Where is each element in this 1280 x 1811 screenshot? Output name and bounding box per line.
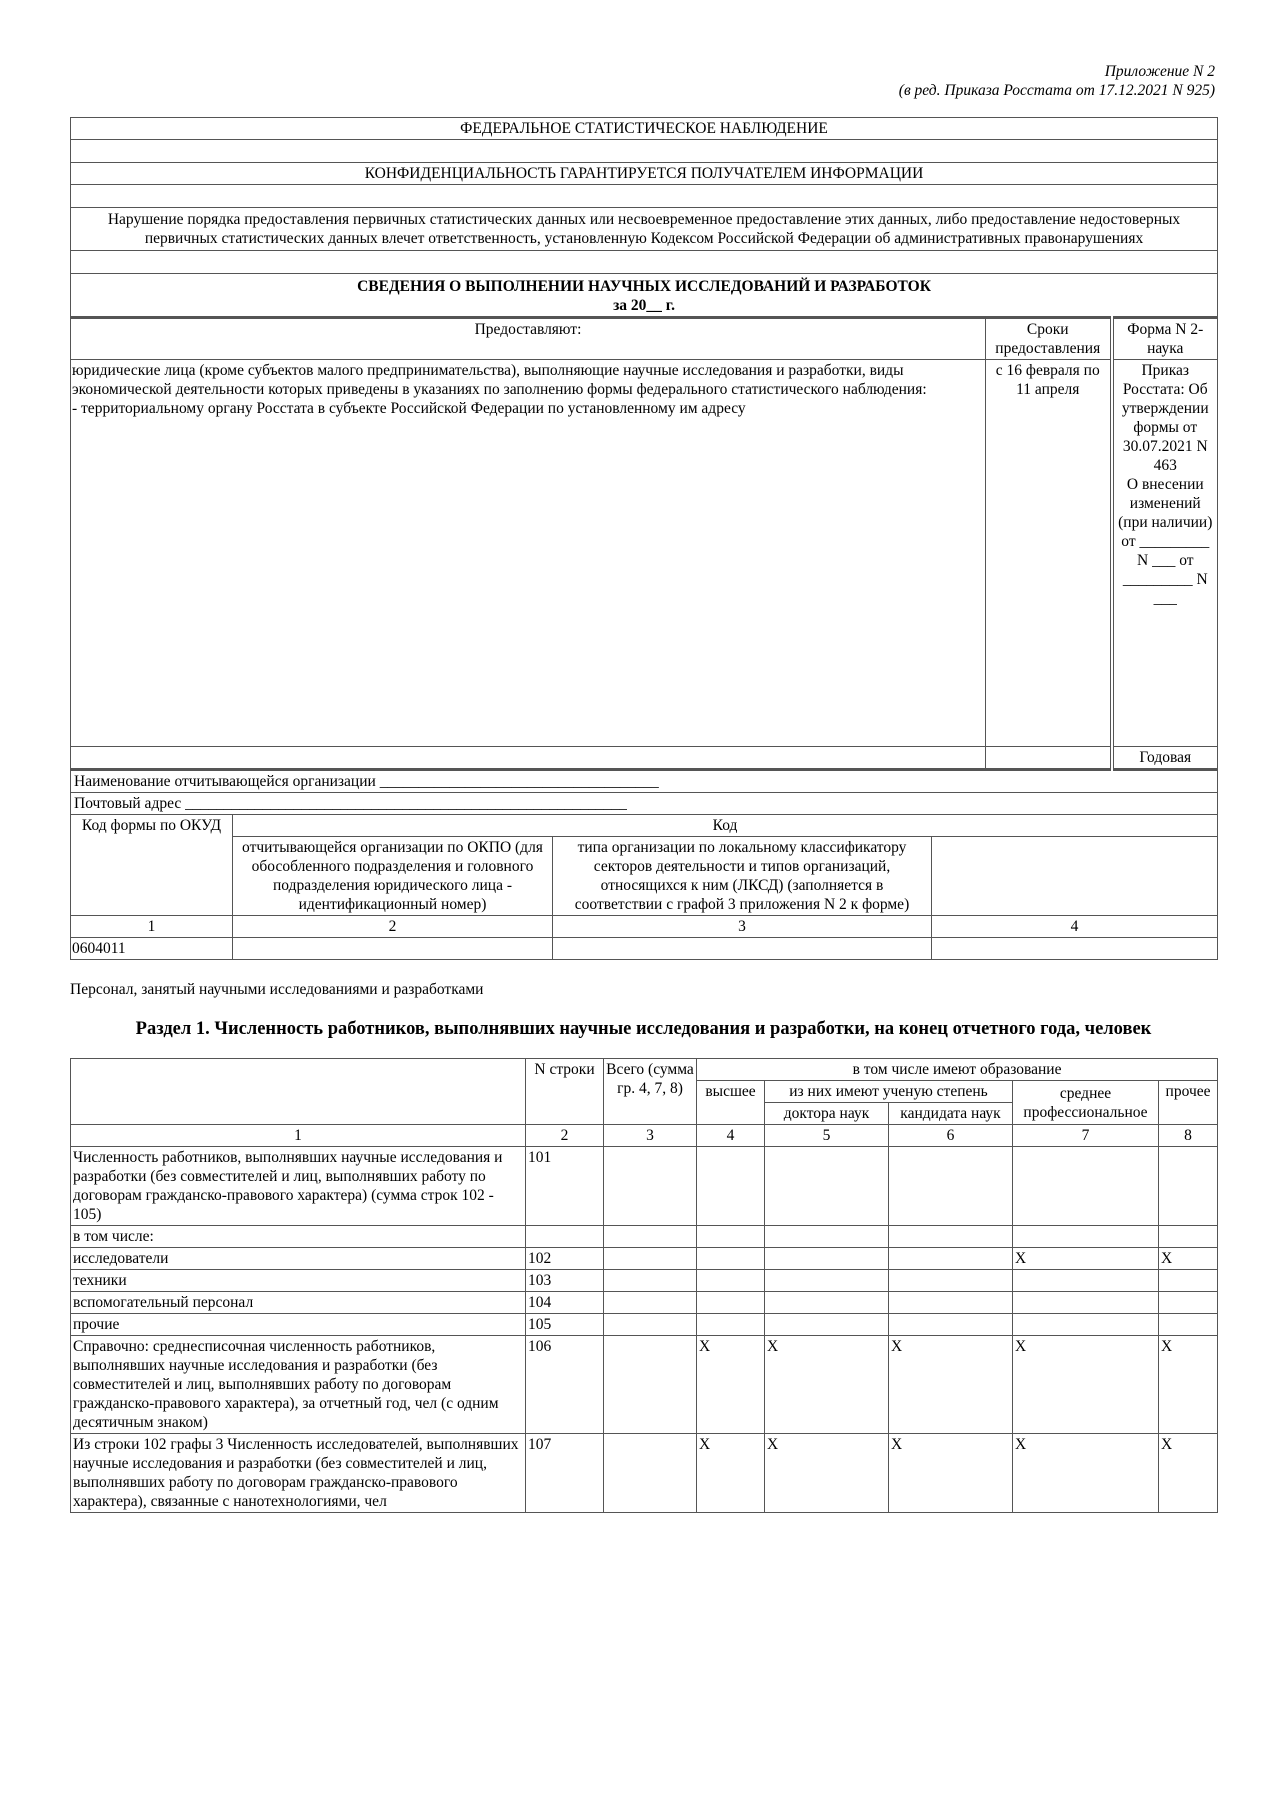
row-cell-input[interactable]: [697, 1314, 765, 1336]
appendix-note: [70, 0, 1217, 100]
row-line-number: 104: [526, 1292, 604, 1314]
row-cell-input[interactable]: [889, 1147, 1013, 1226]
row-cell-input[interactable]: [1159, 1147, 1218, 1226]
okud-header: Код формы по ОКУД: [71, 815, 233, 916]
appendix-edition: (в ред. Приказа Росстата от 17.12.2021 N 925): [898, 82, 1215, 99]
header-empty-cell: [71, 1059, 526, 1125]
row-label: техники: [71, 1270, 526, 1292]
doctor-degree-header: доктора наук: [765, 1103, 889, 1125]
organization-name-field[interactable]: Наименование отчитывающейся организации ____________________________________: [71, 771, 1218, 793]
row-label: прочие: [71, 1314, 526, 1336]
education-header: в том числе имеют образование: [697, 1059, 1218, 1081]
row-cell-input[interactable]: [889, 1270, 1013, 1292]
row-cell-input[interactable]: [765, 1226, 889, 1248]
submitters-recipient: - территориальному органу Росстата в субъекте Российской Федерации по установленному им адресу: [72, 400, 746, 417]
row-cell-input[interactable]: [1013, 1226, 1159, 1248]
row-cell-not-applicable: X: [697, 1434, 765, 1513]
deadline-text: с 16 февраля по 11 апреля: [986, 360, 1112, 747]
table-row: [71, 1336, 1218, 1434]
column-number: 2: [233, 916, 553, 938]
row-cell-input[interactable]: [697, 1226, 765, 1248]
row-cell-input[interactable]: [1013, 1147, 1159, 1226]
row-cell-input[interactable]: [1159, 1226, 1218, 1248]
form-title: СВЕДЕНИЯ О ВЫПОЛНЕНИИ НАУЧНЫХ ИССЛЕДОВАНИЙ И РАЗРАБОТОК: [357, 278, 931, 295]
blank-row: [71, 140, 1218, 163]
row-label: вспомогательный персонал: [71, 1292, 526, 1314]
row-cell-input[interactable]: [1159, 1292, 1218, 1314]
column-number: 3: [604, 1125, 697, 1147]
other-education-header: прочее: [1159, 1081, 1218, 1125]
row-cell-input[interactable]: [697, 1270, 765, 1292]
appendix-number: Приложение N 2: [1104, 63, 1215, 80]
column-number: 6: [889, 1125, 1013, 1147]
column-number: 1: [71, 1125, 526, 1147]
row-line-number: 107: [526, 1434, 604, 1513]
column-number: 8: [1159, 1125, 1218, 1147]
blank-row: [71, 185, 1218, 208]
row-cell-input[interactable]: [1013, 1270, 1159, 1292]
row-line-number: 101: [526, 1147, 604, 1226]
row-cell-not-applicable: X: [697, 1336, 765, 1434]
row-cell-not-applicable: X: [1159, 1248, 1218, 1270]
form-header-table: [70, 117, 1218, 771]
row-cell-input[interactable]: [765, 1248, 889, 1270]
row-cell-input[interactable]: [604, 1147, 697, 1226]
table-row: [71, 1248, 1218, 1270]
personnel-caption: Персонал, занятый научными исследованиями и разработками: [70, 981, 484, 998]
column-number: 7: [1013, 1125, 1159, 1147]
okpo-code-input[interactable]: [233, 938, 553, 960]
table-row: [71, 1434, 1218, 1513]
row-cell-not-applicable: X: [765, 1434, 889, 1513]
row-cell-input[interactable]: [604, 1248, 697, 1270]
line-number-header: N строки: [526, 1059, 604, 1125]
section1-rows: [71, 1147, 1218, 1513]
blank-row: [71, 251, 1218, 274]
form-number: Форма N 2-наука: [1112, 318, 1218, 360]
violation-notice: Нарушение порядка предоставления первичных статистических данных или несвоевременное предоставление этих данных, либо предоставление недостоверных первичных статистических данных влечет ответственность, установленную Кодексом Российской Федерации об административных правонарушениях: [71, 208, 1218, 251]
row-label: Численность работников, выполнявших научные исследования и разработки (без совместителей и лиц, выполнявших работу по договорам гражданско-правового характера) (сумма строк 102 - 105): [71, 1147, 526, 1226]
section1-title: Раздел 1. Численность работников, выполнявших научные исследования и разработки, на конец отчетного года, человек: [135, 1019, 1152, 1039]
table-row: [71, 1226, 1218, 1248]
column-number: 4: [932, 916, 1218, 938]
approval-order: [1112, 360, 1218, 747]
row-cell-not-applicable: X: [889, 1336, 1013, 1434]
code-header: Код: [233, 815, 1218, 837]
empty-code-header: [932, 837, 1218, 916]
higher-education-header: высшее: [697, 1081, 765, 1125]
form-title-cell: [71, 274, 1218, 318]
table-row: [71, 1314, 1218, 1336]
lksd-header: типа организации по локальному классификатору секторов деятельности и типов организаций, относящихся к ним (ЛКСД) (заполняется в соответствии с графой 3 приложения N 2 к форме): [553, 837, 932, 916]
form-period: за 20__ г.: [613, 297, 675, 314]
secondary-education-header: среднее профессиональное: [1013, 1081, 1159, 1125]
column-number: 3: [553, 916, 932, 938]
total-header: Всего (сумма гр. 4, 7, 8): [604, 1059, 697, 1125]
document-page: [70, 0, 1217, 1513]
approval-order-text: Приказ Росстата: Об утверждении формы от 30.07.2021 N 463: [1121, 362, 1209, 474]
row-cell-not-applicable: X: [1013, 1336, 1159, 1434]
periodicity: Годовая: [1112, 747, 1218, 770]
row-cell-input[interactable]: [1013, 1292, 1159, 1314]
row-line-number: 106: [526, 1336, 604, 1434]
deadlines-header: Сроки предоставления: [986, 318, 1112, 360]
column-number: 5: [765, 1125, 889, 1147]
column-number: 4: [697, 1125, 765, 1147]
lksd-code-input[interactable]: [553, 938, 932, 960]
row-cell-not-applicable: X: [1159, 1336, 1218, 1434]
row-cell-input[interactable]: [604, 1226, 697, 1248]
amendment-order-text: О внесении изменений (при наличии) от _________ N ___ от _________ N ___: [1118, 476, 1213, 607]
row-cell-input[interactable]: [604, 1314, 697, 1336]
row-cell-input[interactable]: [889, 1292, 1013, 1314]
row-cell-input[interactable]: [1013, 1314, 1159, 1336]
empty-cell: [986, 747, 1112, 770]
column-number: 1: [71, 916, 233, 938]
row-cell-input[interactable]: [604, 1434, 697, 1513]
row-cell-input[interactable]: [604, 1292, 697, 1314]
row-cell-input[interactable]: [889, 1248, 1013, 1270]
row-cell-not-applicable: X: [889, 1434, 1013, 1513]
row-cell-input[interactable]: [604, 1270, 697, 1292]
row-cell-input[interactable]: [765, 1147, 889, 1226]
table-row: [71, 1270, 1218, 1292]
postal-address-field[interactable]: Почтовый адрес _________________________________________________________: [71, 793, 1218, 815]
candidate-degree-header: кандидата наук: [889, 1103, 1013, 1125]
table-row: [71, 1292, 1218, 1314]
column-number: 2: [526, 1125, 604, 1147]
row-line-number: 102: [526, 1248, 604, 1270]
row-line-number: [526, 1226, 604, 1248]
academic-degree-header: из них имеют ученую степень: [765, 1081, 1013, 1103]
table-row: [71, 1147, 1218, 1226]
submitters-header: Предоставляют:: [71, 318, 986, 360]
confidentiality-notice: КОНФИДЕНЦИАЛЬНОСТЬ ГАРАНТИРУЕТСЯ ПОЛУЧАТЕЛЕМ ИНФОРМАЦИИ: [71, 163, 1218, 185]
row-cell-input[interactable]: [604, 1336, 697, 1434]
section1-table: [70, 1058, 1218, 1513]
row-label: Из строки 102 графы 3 Численность исследователей, выполнявших научные исследования и разработки (без совместителей и лиц, выполнявших работу по договорам гражданско-правового характера), связанные с нанотехнологиями, чел: [71, 1434, 526, 1513]
row-label: Справочно: среднесписочная численность работников, выполнявших научные исследования и разработки (без совместителей и лиц, выполнявших работу по договорам гражданско-правового характера), за отчетный год, чел (с одним десятичным знаком): [71, 1336, 526, 1434]
row-label: в том числе:: [71, 1226, 526, 1248]
extra-code-input[interactable]: [932, 938, 1218, 960]
okud-code-value: 0604011: [71, 938, 233, 960]
okpo-header: отчитывающейся организации по ОКПО (для обособленного подразделения и головного подразделения юридического лица - идентификационный номер): [233, 837, 553, 916]
row-cell-input[interactable]: [765, 1270, 889, 1292]
row-cell-input[interactable]: [765, 1292, 889, 1314]
row-line-number: 103: [526, 1270, 604, 1292]
row-label: исследователи: [71, 1248, 526, 1270]
row-cell-input[interactable]: [765, 1314, 889, 1336]
row-cell-input[interactable]: [697, 1248, 765, 1270]
row-cell-input[interactable]: [697, 1147, 765, 1226]
federal-observation-title: ФЕДЕРАЛЬНОЕ СТАТИСТИЧЕСКОЕ НАБЛЮДЕНИЕ: [71, 118, 1218, 140]
submitters-description: юридические лица (кроме субъектов малого предпринимательства), выполняющие научные исследования и разработки, виды экономической деятельности которых приведены в указаниях по заполнению формы федерального статистического наблюдения:: [72, 362, 927, 398]
row-cell-not-applicable: X: [1013, 1434, 1159, 1513]
organization-codes-table: [70, 771, 1218, 960]
row-line-number: 105: [526, 1314, 604, 1336]
row-cell-input[interactable]: [697, 1292, 765, 1314]
submitters-text: [71, 360, 986, 747]
row-cell-input[interactable]: [1159, 1270, 1218, 1292]
row-cell-input[interactable]: [1159, 1314, 1218, 1336]
row-cell-input[interactable]: [889, 1226, 1013, 1248]
row-cell-not-applicable: X: [765, 1336, 889, 1434]
empty-cell: [71, 747, 986, 770]
row-cell-not-applicable: X: [1159, 1434, 1218, 1513]
row-cell-input[interactable]: [889, 1314, 1013, 1336]
row-cell-not-applicable: X: [1013, 1248, 1159, 1270]
